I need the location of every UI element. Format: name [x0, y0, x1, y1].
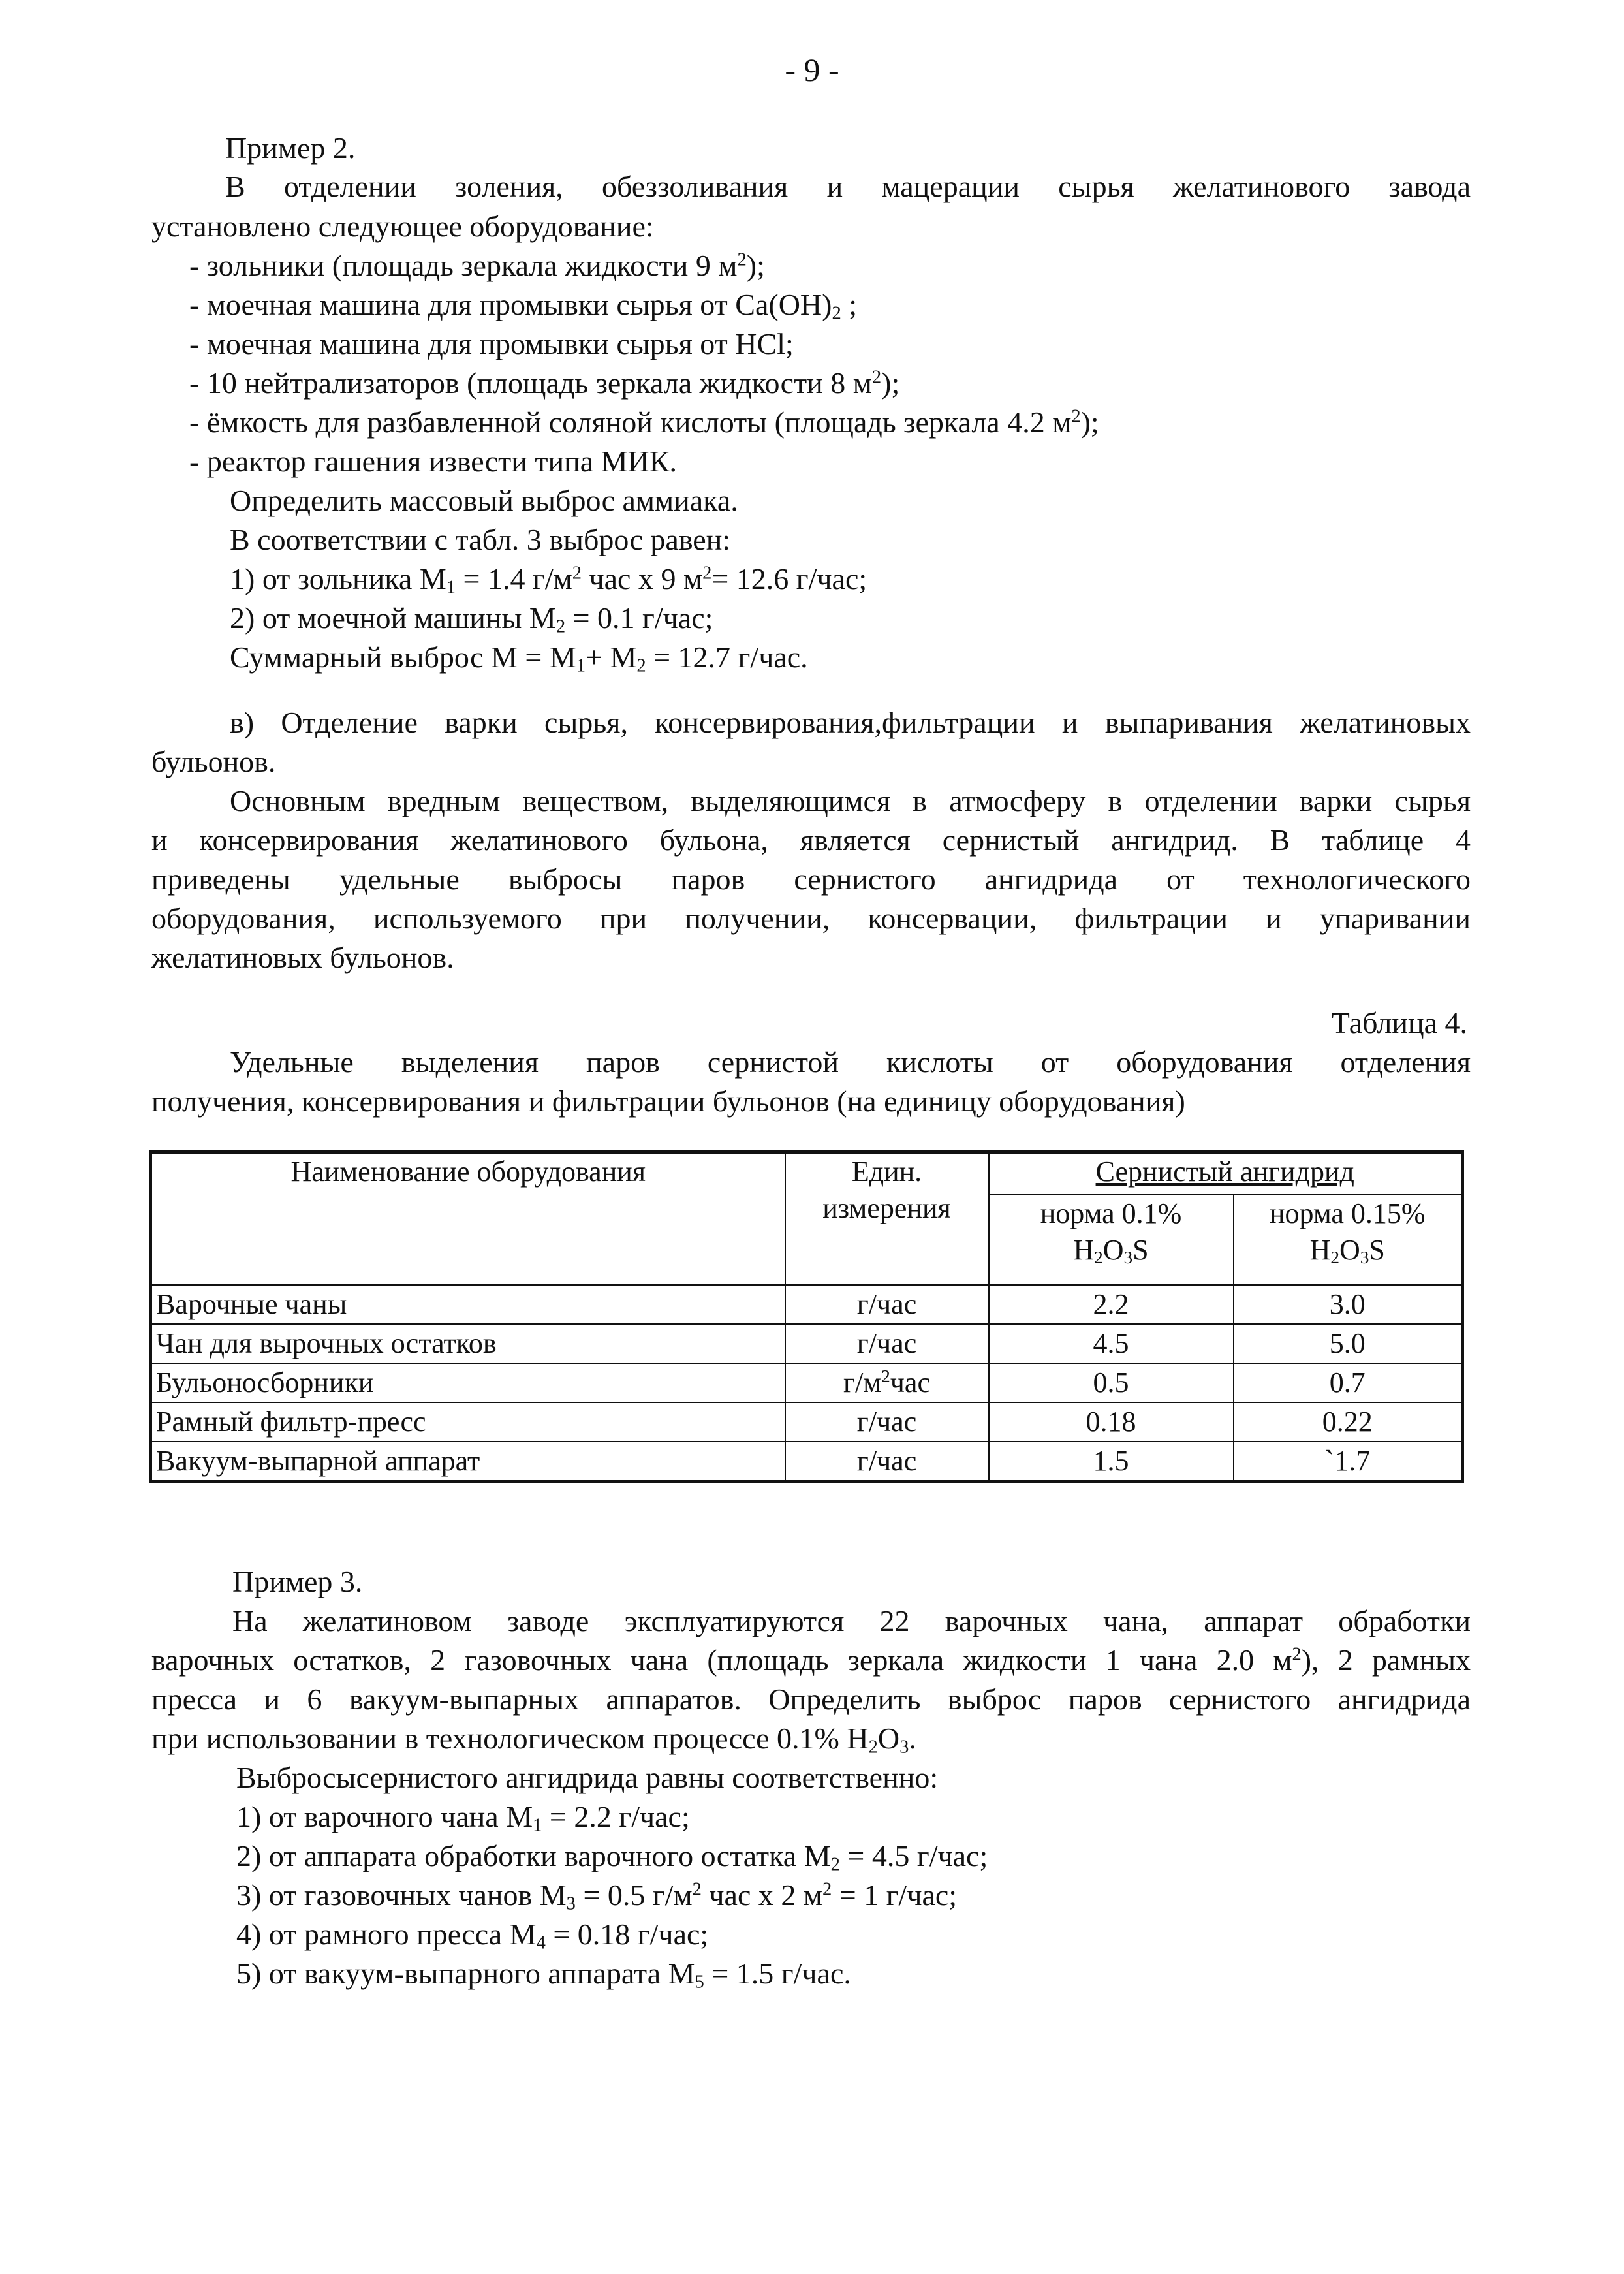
section-heading-line1: в) Отделение варки сырья, консервирования,фильтрации и выпаривания желатиновых — [230, 706, 1471, 739]
equipment-item: - моечная машина для промывки сырья от HCl; — [189, 327, 794, 360]
section-paragraph-line: и консервирования желатинового бульона, является сернистый ангидрид. В таблице 4 — [151, 823, 1471, 857]
norm-015-value: 5.0 — [1234, 1324, 1463, 1363]
emission-item: 4) от рамного пресса $M_4 = 0.18$ г/час; — [236, 1918, 709, 1953]
example3-title: Пример 3. — [232, 1565, 363, 1598]
calc-total: Суммарный выброс $M = M_1+ M_2 = 12.7$ г/час. — [230, 640, 808, 676]
example3-paragraph-line: пресса и 6 вакуум-выпарных аппаратов. Определить выброс паров сернистого ангидрида — [151, 1682, 1471, 1716]
norm-015-value: 3.0 — [1234, 1285, 1463, 1324]
equipment-name: Рамный фильтр-пресс — [151, 1402, 785, 1442]
equipment-item: - ёмкость для разбавленной соляной кислоты (площадь зеркала 4.2 $м^2$); — [189, 405, 1099, 439]
header-unit: Един. измерения — [785, 1152, 989, 1286]
unit-cell: г/час — [785, 1285, 989, 1324]
norm-01-value: 0.18 — [989, 1402, 1234, 1442]
unit-cell: $г/м^2час$ — [785, 1363, 989, 1402]
table-row — [151, 1285, 1463, 1324]
example2-intro-line2: установлено следующее оборудование: — [151, 210, 654, 243]
table-row — [151, 1442, 1463, 1482]
example2-title: Пример 2. — [225, 131, 356, 165]
section-paragraph-line: приведены удельные выбросы паров сернистого ангидрида от технологического — [151, 862, 1471, 896]
norm-01-value: 1.5 — [989, 1442, 1234, 1482]
table-caption-line2: получения, консервирования и фильтрации бульонов (на единицу оборудования) — [151, 1084, 1185, 1118]
norm-01-value: 2.2 — [989, 1285, 1234, 1324]
equipment-item: - 10 нейтрализаторов (площадь зеркала жидкости 8 $м^2$); — [189, 366, 900, 400]
unit-cell: г/час — [785, 1324, 989, 1363]
example2-intro-line1: В отделении золения, обеззоливания и мацерации сырья желатинового завода — [225, 170, 1471, 203]
header-sulfur-dioxide: Сернистый ангидрид — [989, 1152, 1463, 1195]
table4 — [149, 1150, 1461, 1483]
example3-paragraph-line: при использовании в технологическом процессе 0.1% $H_2O_3$. — [151, 1722, 916, 1758]
emission-item: 2) от аппарата обработки варочного остатка $M_2 = 4.5$ г/час; — [236, 1839, 988, 1875]
equipment-item: - зольники (площадь зеркала жидкости 9 $м^2$); — [189, 249, 765, 282]
calc-line-2: 2) от моечной машины $M_2 = 0.1$ г/час; — [230, 601, 713, 637]
example3-paragraph-line: На желатиновом заводе эксплуатируются 22 варочных чана, аппарат обработки — [232, 1604, 1471, 1637]
section-paragraph-line: Основным вредным веществом, выделяющимся в атмосферу в отделении варки сырья — [230, 784, 1471, 817]
equipment-name: Варочные чаны — [151, 1285, 785, 1324]
table-label: Таблица 4. — [1331, 1006, 1467, 1039]
table-caption-line1: Удельные выделения паров сернистой кислоты от оборудования отделения — [230, 1045, 1471, 1079]
header-norm-01: норма 0.1% $H_2O_3S$ — [989, 1195, 1234, 1285]
table-row — [151, 1324, 1463, 1363]
equipment-name: Вакуум-выпарной аппарат — [151, 1442, 785, 1482]
equipment-item: - реактор гашения извести типа МИК. — [189, 445, 677, 478]
norm-015-value: `1.7 — [1234, 1442, 1463, 1482]
header-equipment-name: Наименование оборудования — [151, 1152, 785, 1286]
example3-intro: Выбросысернистого ангидрида равны соответственно: — [236, 1761, 939, 1794]
emission-item: 1) от варочного чана $M_1 = 2.2$ г/час; — [236, 1800, 690, 1836]
example2-task: Определить массовый выброс аммиака. — [230, 484, 738, 517]
page-number: - 9 - — [785, 52, 839, 88]
example2-according: В соответствии с табл. 3 выброс равен: — [230, 523, 731, 556]
unit-cell: г/час — [785, 1402, 989, 1442]
norm-01-value: 0.5 — [989, 1363, 1234, 1402]
equipment-name: Бульоносборники — [151, 1363, 785, 1402]
unit-cell: г/час — [785, 1442, 989, 1482]
section-paragraph-line: оборудования, используемого при получении, консервации, фильтрации и упаривании — [151, 902, 1471, 935]
table-row — [151, 1363, 1463, 1402]
example3-paragraph-line: варочных остатков, 2 газовочных чана (площадь зеркала жидкости 1 чана 2.0 $м^2$), 2 рамных — [151, 1643, 1471, 1677]
emission-item: 3) от газовочных чанов $M_3 = 0.5$ $г/м^2$ час x 2 $м^2 = 1$ г/час; — [236, 1878, 958, 1914]
equipment-name: Чан для вырочных остатков — [151, 1324, 785, 1363]
table-row — [151, 1402, 1463, 1442]
header-norm-015: норма 0.15% $H_2O_3S$ — [1234, 1195, 1463, 1285]
section-heading-line2: бульонов. — [151, 745, 276, 778]
norm-015-value: 0.7 — [1234, 1363, 1463, 1402]
emission-item: 5) от вакуум-выпарного аппарата $M_5 = 1.5$ г/час. — [236, 1957, 851, 1993]
calc-line-1: 1) от зольника $M_1 = 1.4$ $г/м^2$ час x 9 $м^2= 12.6$ г/час; — [230, 562, 867, 598]
norm-01-value: 4.5 — [989, 1324, 1234, 1363]
section-paragraph-line: желатиновых бульонов. — [151, 941, 454, 974]
norm-015-value: 0.22 — [1234, 1402, 1463, 1442]
equipment-item: - моечная машина для промывки сырья от $Ca(OH)_2$ ; — [189, 288, 858, 324]
